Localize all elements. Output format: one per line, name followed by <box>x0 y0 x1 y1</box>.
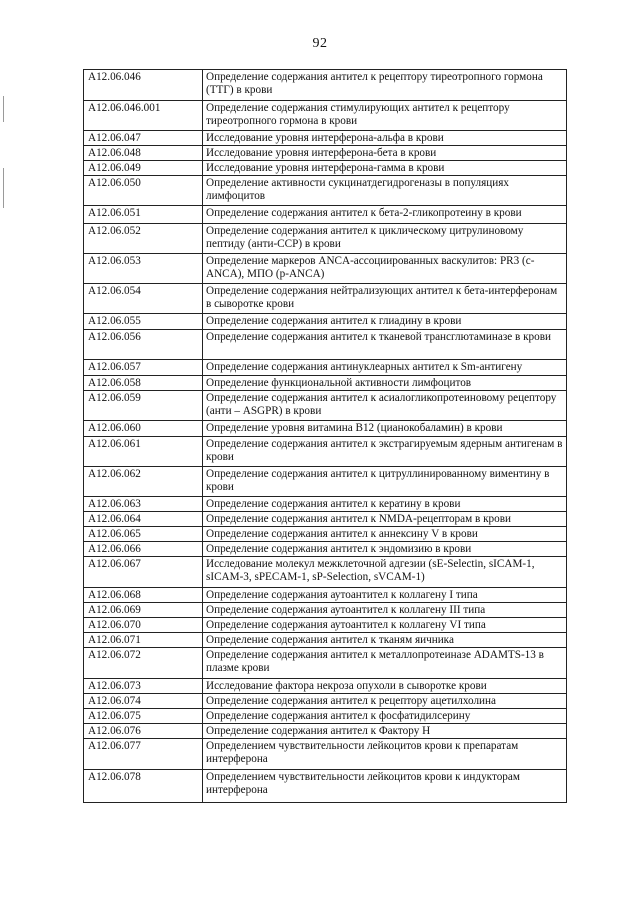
table-row <box>84 206 567 224</box>
service-code: A12.06.046.001 <box>84 101 203 131</box>
service-code: A12.06.069 <box>84 603 203 618</box>
service-description: Определение содержания антител к бета-2-гликопротеину в крови <box>203 206 567 224</box>
table-row <box>84 131 567 146</box>
table-row <box>84 224 567 254</box>
table-row <box>84 512 567 527</box>
service-code: A12.06.046 <box>84 70 203 101</box>
service-code: A12.06.051 <box>84 206 203 224</box>
service-description: Исследование уровня интерферона-бета в крови <box>203 146 567 161</box>
service-code: A12.06.058 <box>84 376 203 391</box>
table-row <box>84 739 567 770</box>
service-code: A12.06.055 <box>84 314 203 330</box>
service-description: Определение содержания аутоантител к коллагену I типа <box>203 588 567 603</box>
service-code: A12.06.060 <box>84 421 203 437</box>
service-description: Определение содержания антител к цитруллинированному виментину в крови <box>203 467 567 497</box>
service-code: A12.06.057 <box>84 360 203 376</box>
scan-edge-mark <box>3 168 4 208</box>
service-code: A12.06.071 <box>84 633 203 648</box>
service-description: Определение содержания антител к металлопротеиназе ADAMTS-13 в плазме крови <box>203 648 567 679</box>
service-description: Определение содержания антител к рецептору тиреотропного гормона (ТТГ) в крови <box>203 70 567 101</box>
table-row <box>84 694 567 709</box>
service-code: A12.06.063 <box>84 497 203 512</box>
service-code: A12.06.052 <box>84 224 203 254</box>
table-row <box>84 679 567 694</box>
service-code: A12.06.065 <box>84 527 203 542</box>
table-row <box>84 70 567 101</box>
table-row <box>84 724 567 739</box>
service-description: Определение содержания антител к эндомизию в крови <box>203 542 567 557</box>
table-row <box>84 603 567 618</box>
table-row <box>84 284 567 314</box>
service-description: Определение содержания антител к асиалогликопротеиновому рецептору (анти – ASGPR) в крови <box>203 391 567 421</box>
table-row <box>84 527 567 542</box>
table-row <box>84 648 567 679</box>
page-number: 92 <box>312 36 328 51</box>
service-description: Определение содержания антител к глиадину в крови <box>203 314 567 330</box>
service-codes-table <box>83 69 567 803</box>
service-description: Определение содержания антител к экстрагируемым ядерным антигенам в крови <box>203 437 567 467</box>
table-body <box>84 70 567 803</box>
service-description: Определение содержания антинуклеарных антител к Sm-антигену <box>203 360 567 376</box>
service-description: Определение уровня витамина В12 (цианокобаламин) в крови <box>203 421 567 437</box>
service-code: A12.06.061 <box>84 437 203 467</box>
service-code: A12.06.048 <box>84 146 203 161</box>
table-row <box>84 314 567 330</box>
service-description: Определением чувствительности лейкоцитов крови к препаратам интерферона <box>203 739 567 770</box>
service-description: Определение функциональной активности лимфоцитов <box>203 376 567 391</box>
service-description: Исследование фактора некроза опухоли в сыворотке крови <box>203 679 567 694</box>
service-description: Исследование молекул межклеточной адгезии (sE-Selectin, sICAM-1, sICAM-3, sPECAM-1, sP-Selection, sVCAM-1) <box>203 557 567 588</box>
table-row <box>84 254 567 284</box>
service-description: Определение содержания антител к тканевой трансглютаминазе в крови <box>203 330 567 360</box>
service-code: A12.06.070 <box>84 618 203 633</box>
service-code: A12.06.050 <box>84 176 203 206</box>
service-code: A12.06.059 <box>84 391 203 421</box>
service-code: A12.06.078 <box>84 770 203 803</box>
table-row <box>84 633 567 648</box>
table-row <box>84 437 567 467</box>
service-code: A12.06.056 <box>84 330 203 360</box>
table-row <box>84 330 567 360</box>
service-description: Определение содержания антител к рецептору ацетилхолина <box>203 694 567 709</box>
table-row <box>84 360 567 376</box>
service-description: Определение содержания стимулирующих антител к рецептору тиреотропного гормона в крови <box>203 101 567 131</box>
service-code: A12.06.068 <box>84 588 203 603</box>
table-row <box>84 421 567 437</box>
table-row <box>84 101 567 131</box>
service-code: A12.06.053 <box>84 254 203 284</box>
table-row <box>84 542 567 557</box>
service-description: Определение содержания антител к кератину в крови <box>203 497 567 512</box>
table-row <box>84 618 567 633</box>
service-description: Определение активности сукцинатдегидрогеназы в популяциях лимфоцитов <box>203 176 567 206</box>
service-code: A12.06.049 <box>84 161 203 176</box>
table-row <box>84 146 567 161</box>
service-description: Исследование уровня интерферона-альфа в крови <box>203 131 567 146</box>
service-description: Определение содержания нейтрализующих антител к бета-интерферонам в сыворотке крови <box>203 284 567 314</box>
table-row <box>84 176 567 206</box>
service-code: A12.06.064 <box>84 512 203 527</box>
service-description: Определение содержания антител к аннексину V в крови <box>203 527 567 542</box>
service-code: A12.06.062 <box>84 467 203 497</box>
service-description: Определение содержания антител к фосфатидилсерину <box>203 709 567 724</box>
service-code: A12.06.072 <box>84 648 203 679</box>
service-code: A12.06.054 <box>84 284 203 314</box>
table-row <box>84 467 567 497</box>
table-row <box>84 161 567 176</box>
service-description: Определение содержания аутоантител к коллагену III типа <box>203 603 567 618</box>
service-code: A12.06.075 <box>84 709 203 724</box>
service-description: Исследование уровня интерферона-гамма в крови <box>203 161 567 176</box>
table-row <box>84 770 567 803</box>
service-code: A12.06.067 <box>84 557 203 588</box>
service-description: Определение содержания антител к тканям яичника <box>203 633 567 648</box>
service-description: Определение содержания аутоантител к коллагену VI типа <box>203 618 567 633</box>
table-row <box>84 376 567 391</box>
service-code: A12.06.073 <box>84 679 203 694</box>
service-code: A12.06.074 <box>84 694 203 709</box>
service-description: Определение маркеров ANCA-ассоциированных васкулитов: PR3 (c-ANCA), МПО (p-ANCA) <box>203 254 567 284</box>
table-row <box>84 709 567 724</box>
service-code: A12.06.076 <box>84 724 203 739</box>
service-description: Определение содержания антител к NMDA-рецепторам в крови <box>203 512 567 527</box>
service-code: A12.06.066 <box>84 542 203 557</box>
scan-edge-mark <box>3 96 4 122</box>
service-description: Определение содержания антител к циклическому цитрулиновому пептиду (анти-ССР) в крови <box>203 224 567 254</box>
table-row <box>84 588 567 603</box>
service-description: Определением чувствительности лейкоцитов крови к индукторам интерферона <box>203 770 567 803</box>
service-description: Определение содержания антител к Фактору Н <box>203 724 567 739</box>
table-row <box>84 557 567 588</box>
table-row <box>84 497 567 512</box>
service-code: A12.06.047 <box>84 131 203 146</box>
service-code: A12.06.077 <box>84 739 203 770</box>
table-row <box>84 391 567 421</box>
